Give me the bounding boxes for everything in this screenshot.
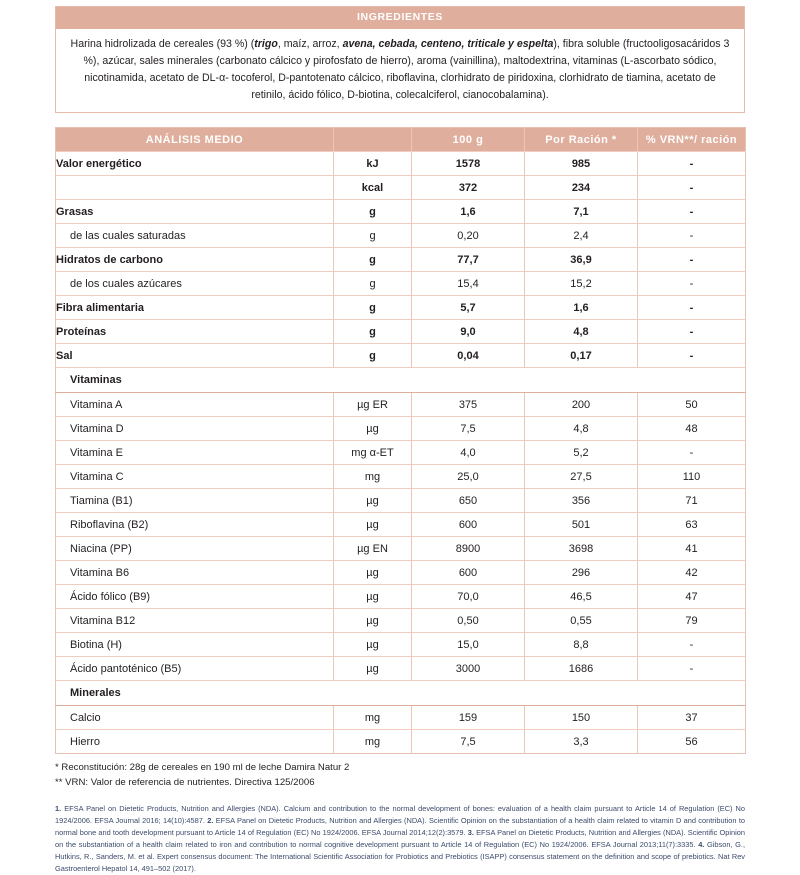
value-per-100g: 4,0: [412, 441, 525, 465]
nutrient-unit: mg: [334, 465, 412, 489]
nutrient-name: Vitamina B12: [56, 609, 334, 633]
value-per-racion: 150: [525, 706, 638, 730]
value-per-100g: 3000: [412, 657, 525, 681]
value-per-racion: 3,3: [525, 730, 638, 754]
value-per-racion: 27,5: [525, 465, 638, 489]
section-label: Minerales: [56, 681, 746, 706]
value-vrn: -: [638, 344, 746, 368]
nutrient-unit: µg: [334, 585, 412, 609]
value-per-100g: 15,0: [412, 633, 525, 657]
ingredients-text-part1: Harina hidrolizada de cereales (93 %) (: [70, 37, 255, 50]
nutrient-name: Ácido pantoténico (B5): [56, 657, 334, 681]
allergen-trigo: trigo: [254, 37, 278, 50]
nutrient-unit: kcal: [334, 176, 412, 200]
table-row: [56, 706, 746, 730]
nutrient-name: Sal: [56, 344, 334, 368]
value-vrn: 42: [638, 561, 746, 585]
value-per-racion: 2,4: [525, 224, 638, 248]
value-per-racion: 0,17: [525, 344, 638, 368]
ingredients-text-part3: ), fibra soluble (fructooligosacáridos 3 %), azúcar, sales minerales (carbonato cálcico y pirofosfato de hierro), aroma (vainillina), maltodextrina, vitaminas (L-ascorbato sódico, nicotinamida, acetato de DL-α- tocoferol, D-pantotenato cálcico, riboflavina, clorhidrato de piridoxina, clorhidrato de tiamina, acetato de retinilo, ácido fólico, D-biotina, colecalciferol, cianocobalamina).: [83, 37, 730, 102]
value-per-racion: 200: [525, 393, 638, 417]
value-per-100g: 8900: [412, 537, 525, 561]
nutrition-table-wrap: [55, 127, 745, 754]
reference-text-3: EFSA Panel on Dietetic Products, Nutrition and Allergies (NDA). Scientific Opinion on the substantiation of a health claim related to iron and contribution to normal cognitive development pursuant to Article 14 of Regulation (EC) No 1924/2006. EFSA Journal 2013;11(7):3335.: [55, 827, 745, 849]
reference-number-3: 3.: [467, 827, 474, 837]
reference-text-2: EFSA Panel on Dietetic Products, Nutrition and Allergies (NDA). Scientific Opinion on the substantiation of a health claim related to vitamin D and contribution to normal bone and tooth development pursuant to Article 14 of Regulation (EC) No 1924/2006. EFSA Journal 2014;12(2):3579.: [55, 815, 745, 837]
nutrient-unit: µg: [334, 609, 412, 633]
table-row: [56, 489, 746, 513]
reference-number-2: 2.: [207, 815, 214, 825]
nutrient-name: Fibra alimentaria: [56, 296, 334, 320]
table-section-row: [56, 368, 746, 393]
nutrient-name: Vitamina C: [56, 465, 334, 489]
value-per-100g: 600: [412, 513, 525, 537]
value-vrn: -: [638, 633, 746, 657]
table-row: [56, 224, 746, 248]
nutrient-unit: g: [334, 296, 412, 320]
nutrient-name: Valor energético: [56, 152, 334, 176]
table-row: [56, 561, 746, 585]
footnote-reconstitucion: * Reconstitución: 28g de cereales en 190 ml de leche Damira Natur 2: [55, 762, 350, 774]
value-per-racion: 356: [525, 489, 638, 513]
reference-number-1: 1.: [55, 803, 62, 813]
reference-number-4: 4.: [698, 839, 705, 849]
value-vrn: -: [638, 296, 746, 320]
value-per-racion: 5,2: [525, 441, 638, 465]
value-per-racion: 3698: [525, 537, 638, 561]
nutrient-unit: mg α-ET: [334, 441, 412, 465]
allergen-cereales: avena, cebada, centeno, triticale y espelta: [342, 37, 554, 50]
value-per-100g: 70,0: [412, 585, 525, 609]
value-vrn: -: [638, 657, 746, 681]
value-per-racion: 234: [525, 176, 638, 200]
value-per-racion: 501: [525, 513, 638, 537]
value-per-100g: 7,5: [412, 417, 525, 441]
nutrient-name: [56, 176, 334, 200]
value-vrn: -: [638, 272, 746, 296]
nutrient-unit: µg: [334, 657, 412, 681]
value-per-racion: 15,2: [525, 272, 638, 296]
value-vrn: 71: [638, 489, 746, 513]
value-vrn: 56: [685, 735, 698, 748]
value-per-100g: 0,20: [412, 224, 525, 248]
value-per-racion: 985: [525, 152, 638, 176]
value-vrn: -: [638, 176, 746, 200]
value-per-100g: 372: [412, 176, 525, 200]
nutrient-unit: g: [334, 320, 412, 344]
nutrient-name: Vitamina B6: [56, 561, 334, 585]
ingredients-text: [56, 29, 744, 113]
value-vrn: 79: [638, 609, 746, 633]
nutrient-name: Tiamina (B1): [56, 489, 334, 513]
value-per-100g: 1578: [412, 152, 525, 176]
value-vrn: 47: [638, 585, 746, 609]
value-per-100g: 1,6: [412, 200, 525, 224]
value-vrn: -: [638, 320, 746, 344]
value-vrn: -: [638, 152, 746, 176]
footnote-vrn: ** VRN: Valor de referencia de nutrientes. Directiva 125/2006: [55, 777, 315, 789]
value-per-racion: 296: [525, 561, 638, 585]
nutrient-unit: g: [334, 272, 412, 296]
nutrient-name: Hierro: [56, 730, 334, 754]
ingredients-text-part2: , maíz, arroz,: [277, 37, 343, 50]
value-per-racion: 1,6: [525, 296, 638, 320]
value-per-100g: 15,4: [412, 272, 525, 296]
nutrient-name: Grasas: [56, 200, 334, 224]
table-row: [56, 513, 746, 537]
value-per-100g: 600: [412, 561, 525, 585]
value-vrn: 48: [638, 417, 746, 441]
nutrient-name: Vitamina E: [56, 441, 334, 465]
value-per-100g: 25,0: [412, 465, 525, 489]
table-row: [56, 344, 746, 368]
table-body: [56, 152, 746, 754]
nutrient-name: de los cuales azúcares: [56, 272, 334, 296]
value-per-100g: 5,7: [412, 296, 525, 320]
value-per-100g: 77,7: [412, 248, 525, 272]
value-vrn: 50: [638, 393, 746, 417]
table-row: [56, 296, 746, 320]
column-header-unit: [334, 128, 412, 152]
value-per-100g: 7,5: [412, 730, 525, 754]
nutrient-name: Niacina (PP): [56, 537, 334, 561]
value-vrn: -: [638, 441, 746, 465]
nutrient-unit: kJ: [334, 152, 412, 176]
table-section-row: [56, 681, 746, 706]
nutrient-name: Ácido fólico (B9): [56, 585, 334, 609]
nutrient-name: de las cuales saturadas: [56, 224, 334, 248]
value-vrn: 37: [638, 706, 746, 730]
value-vrn: 41: [638, 537, 746, 561]
value-vrn: -: [638, 248, 746, 272]
table-row: [56, 200, 746, 224]
column-header-per-racion: Por Ración *: [525, 128, 638, 152]
nutrient-unit: g: [334, 224, 412, 248]
nutrient-unit: g: [334, 200, 412, 224]
scientific-references: [55, 803, 745, 875]
value-per-racion: 8,8: [525, 633, 638, 657]
table-row: [56, 152, 746, 176]
table-row: [56, 320, 746, 344]
table-row: [56, 417, 746, 441]
table-head: [56, 128, 746, 152]
table-row: [56, 657, 746, 681]
value-vrn: 110: [638, 465, 746, 489]
table-row: [56, 176, 746, 200]
value-per-100g: 0,04: [412, 344, 525, 368]
table-row: [56, 465, 746, 489]
nutrient-name: Hidratos de carbono: [56, 248, 334, 272]
table-row: [56, 730, 746, 754]
value-per-racion: 4,8: [525, 320, 638, 344]
nutrient-unit: µg: [334, 561, 412, 585]
column-header-per-100g: 100 g: [412, 128, 525, 152]
value-per-100g: 650: [412, 489, 525, 513]
column-header-analysis: ANÁLISIS MEDIO: [56, 128, 334, 152]
table-row: [56, 585, 746, 609]
table-row: [56, 609, 746, 633]
value-per-100g: 375: [412, 393, 525, 417]
value-per-racion: 46,5: [525, 585, 638, 609]
ingredients-title: INGREDIENTES: [56, 7, 744, 29]
nutrient-unit: mg: [334, 706, 412, 730]
value-per-100g: 159: [412, 706, 525, 730]
reference-text-1: EFSA Panel on Dietetic Products, Nutrition and Allergies (NDA). Calcium and contribution to the normal development of bones: evaluation of a health claim pursuant to Article 14 of Regulation (EC) No 1924/2006. EFSA Journal 2016; 14(10):4587.: [55, 803, 745, 825]
table-row: [56, 441, 746, 465]
nutrient-unit: mg: [334, 730, 412, 754]
value-vrn: -: [638, 224, 746, 248]
footnotes: [55, 761, 745, 791]
nutrient-unit: g: [334, 344, 412, 368]
value-per-racion: 7,1: [525, 200, 638, 224]
nutrient-unit: g: [334, 248, 412, 272]
nutrient-name: Riboflavina (B2): [56, 513, 334, 537]
nutrient-name: Biotina (H): [56, 633, 334, 657]
nutrient-unit: µg: [334, 513, 412, 537]
nutrient-name: Vitamina A: [56, 393, 334, 417]
nutrient-unit: µg: [334, 633, 412, 657]
value-per-racion: 4,8: [525, 417, 638, 441]
table-row: [56, 393, 746, 417]
column-header-vrn: % VRN**/ ración: [638, 128, 746, 152]
value-per-100g: 0,50: [412, 609, 525, 633]
nutrient-unit: µg ER: [334, 393, 412, 417]
table-row: [56, 633, 746, 657]
nutrient-unit: µg EN: [334, 537, 412, 561]
section-label: Vitaminas: [56, 368, 746, 393]
value-per-racion: 0,55: [525, 609, 638, 633]
value-per-100g: 9,0: [412, 320, 525, 344]
value-per-racion: 36,9: [525, 248, 638, 272]
reference-text-4: Gibson, G., Hutkins, R., Sanders, M. et al. Expert consensus document: The International Scientific Association for Probiotics and Prebiotics (ISAPP) consensus statement on the definition and scope of prebiotics. Nat Rev Gastroenterol Hepatol 14, 491–502 (2017).: [55, 839, 745, 873]
nutrient-unit: µg: [334, 489, 412, 513]
table-row: [56, 272, 746, 296]
nutrient-name: Vitamina D: [56, 417, 334, 441]
ingredients-panel: [55, 6, 745, 113]
nutrient-unit: µg: [334, 417, 412, 441]
value-per-racion: 1686: [525, 657, 638, 681]
table-header-row: [56, 128, 746, 152]
table-row: [56, 248, 746, 272]
nutrient-name: Calcio: [56, 706, 334, 730]
nutrition-table: [55, 127, 746, 754]
table-row: [56, 537, 746, 561]
value-vrn: -: [638, 200, 746, 224]
value-vrn: 63: [638, 513, 746, 537]
nutrient-name: Proteínas: [56, 320, 334, 344]
